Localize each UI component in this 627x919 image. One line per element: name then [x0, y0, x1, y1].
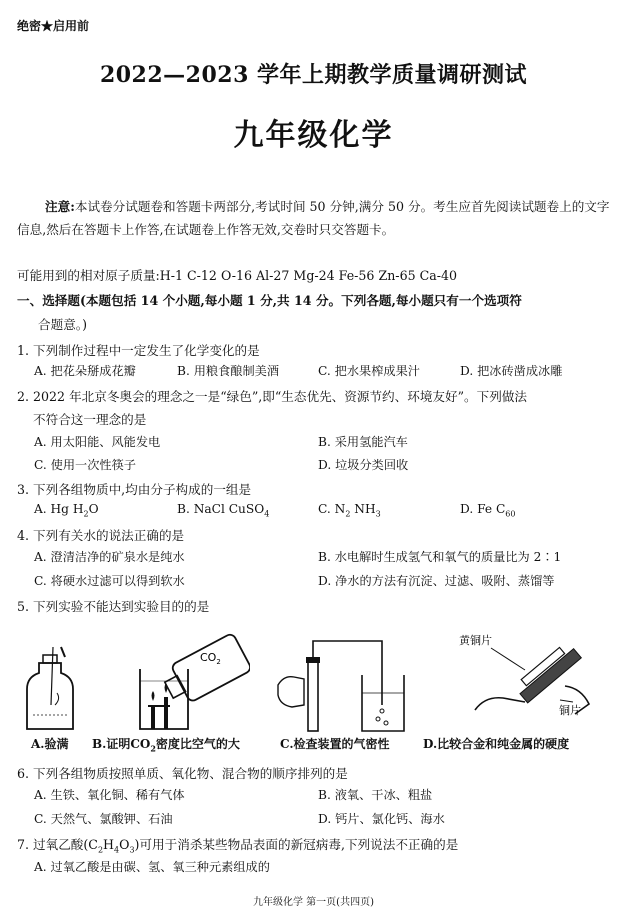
q6-option-a: A. 生铁、氧化铜、稀有气体 — [34, 788, 185, 802]
q6-option-b: B. 液氧、干冰、粗盐 — [318, 788, 433, 802]
q7-stem: 7. 过氧乙酸$(C_2H_4O_3)$可用于消杀某些物品表面的新冠病毒,下列说法不正确的是 — [17, 837, 459, 855]
q1-option-b: B. 用粮食酿制美酒 — [177, 364, 280, 378]
q2-stem-cont: 不符合这一理念的是 — [33, 412, 147, 427]
co2-label: $CO_2$ — [200, 651, 221, 666]
q6-option-c: C. 天然气、氯酸钾、石油 — [34, 812, 173, 826]
figure-a-caption: A.验满 — [31, 737, 69, 751]
q2-stem: 2. 2022 年北京冬奥会的理念之一是“绿色”,即“生态优先、资源节约、环境友好”。下列做法 — [17, 389, 528, 404]
section-heading-cont: 合题意。) — [38, 317, 87, 332]
copper-label: 铜片 — [559, 704, 581, 717]
page-footer: 九年级化学 第一页(共四页) — [253, 897, 374, 908]
figure-a-gas-bottle-icon — [25, 645, 95, 735]
q3-stem: 3. 下列各组物质中,均由分子构成的一组是 — [17, 482, 252, 497]
q5-stem: 5. 下列实验不能达到实验目的的是 — [17, 599, 210, 614]
section-heading-text: 一、选择题(本题包括 14 个小题,每小题 1 分,共 14 分。下列各题,每小题只有一个选项符 — [17, 293, 522, 308]
q6-option-d: D. 钙片、氯化钙、海水 — [318, 812, 445, 826]
atomic-masses: 可能用到的相对原子质量:H-1 C-12 O-16 Al-27 Mg-24 Fe-56 Zn-65 Ca-40 — [17, 268, 458, 283]
q3-option-d: D. Fe $C_{60}$ — [460, 502, 516, 519]
q4-option-a: A. 澄清洁净的矿泉水是纯水 — [34, 550, 185, 564]
q6-stem: 6. 下列各组物质按照单质、氧化物、混合物的顺序排列的是 — [17, 766, 348, 781]
q1-stem: 1. 下列制作过程中一定发生了化学变化的是 — [17, 343, 260, 358]
q1-option-c: C. 把水果榨成果汁 — [318, 364, 420, 378]
q3-option-c: C. $N_2$ $NH_3$ — [318, 502, 381, 519]
q7-option-a: A. 过氧乙酸是由碳、氢、氧三种元素组成的 — [34, 860, 270, 874]
figure-c-airtightness-icon — [270, 635, 420, 735]
figure-d-caption: D.比较合金和纯金属的硬度 — [423, 737, 570, 751]
brass-label: 黄铜片 — [459, 634, 492, 647]
notice-paragraph — [17, 195, 617, 241]
q4-option-d: D. 净水的方法有沉淀、过滤、吸附、蒸馏等 — [318, 574, 555, 588]
subject-title: 九年级化学 — [233, 118, 394, 153]
q2-option-c: C. 使用一次性筷子 — [34, 458, 136, 472]
q3-option-a: A. Hg $H_2O$ — [34, 502, 99, 519]
q2-option-d: D. 垃圾分类回收 — [318, 458, 409, 472]
exam-title: 2022—2023 学年上期教学质量调研测试 — [99, 62, 528, 88]
q3-option-b: B. NaCl CuSO$_4$ — [177, 502, 270, 519]
figure-b-beaker-candles-icon — [120, 625, 250, 735]
q1-option-d: D. 把冰砖凿成冰雕 — [460, 364, 563, 378]
notice-label: 注意: — [45, 199, 75, 214]
figure-b-caption: B.证明$CO_2$密度比空气的大 — [92, 737, 240, 754]
notice-text: 本试卷分试题卷和答题卡两部分,考试时间 50 分钟,满分 50 分。考生应首先阅读试题卷上的文字信息,然后在答题卡上作答,在试题卷上作答无效,交卷时只交答题卡。 — [17, 199, 610, 237]
figure-c-caption: C.检查装置的气密性 — [280, 737, 390, 751]
q2-option-a: A. 用太阳能、风能发电 — [34, 435, 161, 449]
confidential-label: 绝密★启用前 — [17, 19, 90, 33]
q2-option-b: B. 采用氢能汽车 — [318, 435, 408, 449]
q4-stem: 4. 下列有关水的说法正确的是 — [17, 528, 185, 543]
q4-option-c: C. 将硬水过滤可以得到软水 — [34, 574, 185, 588]
q4-option-b: B. 水电解时生成氢气和氧气的质量比为 2∶1 — [318, 550, 562, 564]
q1-option-a: A. 把花朵掰成花瓣 — [34, 364, 136, 378]
q5-figures — [15, 625, 615, 760]
section-heading — [17, 290, 522, 309]
figure-d-hardness-icon — [455, 630, 605, 735]
